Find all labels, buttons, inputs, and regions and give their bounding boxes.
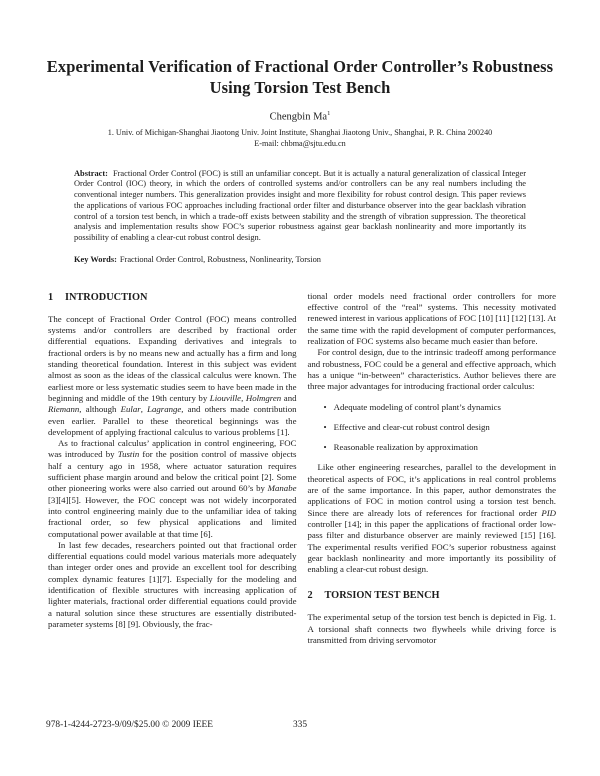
author-name: Chengbin Ma [269,111,328,123]
left-column [48,291,297,646]
page-number: 335 [292,720,308,730]
copyright-notice: 978-1-4244-2723-9/09/$25.00 © 2009 IEEE [46,720,213,730]
paper-title-line-1: Experimental Verification of Fractional Order Controller’s Robustness [46,57,554,76]
section-1-heading [48,291,297,304]
intro-paragraph-3: In last few decades, researchers pointed out that fractional order differential equations could model various materials more adequately than integer order ones and provide an excellent tool for describing complex dynamic features [1][7]. Especially for the modeling and identification of flexible structures with increasing application of lighter materials, fractional order differential equations could provide a natural solution since these structures are essentially distributed-parameter systems [8] [9]. Obviously, the frac- [48,539,297,629]
intro-paragraph-5: For control design, due to the intrinsic tradeoff among performance and robustness, FOC could be a general and effective approach, which has a unique “in-between” characteristics. Author believes there are three major advantages for introducing fractional order calculus: [307,347,556,392]
section-1-title: INTRODUCTION [65,291,148,303]
intro-paragraph-2: As to fractional calculus’ application in control engineering, FOC was introduced by Tustin for the position control of massive objects half a century ago in 1958, where actuator saturation requires sufficient phase margin around and below the critical point [2]. Some other pioneering works were also carried out around 60’s by Manabe [3][4][5]. However, the FOC concept was not widely incorporated into control engineering mainly due to the unfamiliar idea of taking fractional order, so few physical applications and limited computational power available at that time [6]. [48,438,297,539]
author-email: E-mail: chbma@sjtu.edu.cn [254,138,346,148]
section-2-number: 2 [307,590,313,602]
intro-paragraph-1: The concept of Fractional Order Control (FOC) means controlled systems and/or controllers are described by fractional order differential equations. Expanding derivatives and integrals to fractional orders is by no means new and actually has a firm and long standing theoretical foundation. Interest in this subject was evident almost as soon as the ideas of the classical calculus were known. The earliest more or less systematic studies seem to have been made in the beginning and middle of the 19th century by Liouville, Holmgren and Riemann, although Eular, Lagrange, and others made contribution even earlier. Parallel to these theoretical beginnings was the development of applying fractional calculus to various problems [1]. [48,313,297,437]
section-2-heading [308,589,557,602]
keywords-text: Fractional Order Control, Robustness, Nonlinearity, Torsion [119,255,321,265]
abstract-text: Fractional Order Control (FOC) is still an unfamiliar concept. But it is actually a natural generalization of classical Integer Order Control (IOC) theory, in which the orders of controlled systems and/or controllers can be any real numbers including the conventional integer numbers. This generalization provides insight and more flexibility for robust control design. This paper reviews the applications of various FOC approaches including fractional order filter and disturbance observer into the gear backlash vibration control of a torsion test bench, in which a trade-off exists between stability and the strength of vibration suppression. The theoretical analysis and implementation results show FOC’s superior robustness against gear backlash nonlinearity and more importantly its possibility of enabling a clear-cut robust control design. [74,168,526,243]
intro-paragraph-4: tional order models need fractional order controllers for more effective control of the “real” systems. This necessity motivated renewed interest in various applications of FOC [10] [11] [12] [13]. At the same time with the rapid development of computer performances, realization of FOC systems also became much easier than before. [307,290,556,347]
body-columns [48,291,556,646]
section-2-title: TORSION TEST BENCH [324,590,440,602]
advantages-list [324,402,557,454]
author-affiliation-mark: 1 [327,110,331,117]
section-1-number: 1 [48,291,54,303]
bench-paragraph-1: The experimental setup of the torsion test bench is depicted in Fig. 1. A torsional shaft connects two flywheels while driving force is transmitted from driving servomotor [307,612,556,645]
right-column [308,291,557,646]
list-item-1: • Adequate modeling of control plant’s dynamics [324,402,557,413]
abstract-block [74,169,526,245]
page-footer [0,720,600,730]
list-item-3: • Reasonable realization by approximation [324,442,557,453]
list-item-2: • Effective and clear-cut robust control design [324,422,557,433]
intro-paragraph-6: Like other engineering researches, parallel to the development in theoretical aspects of FOC, it’s applications in real control problems are of the same importance. In this paper, author demonstrates the applications of FOC in motion control using a torsion test bench. Since there are already lots of references for fractional order PID controller [14]; in this paper the applications of fractional order low-pass filter and disturbance observer are mainly reviewed [15] [16]. The experimental results verified FOC’s superior robustness against gear backlash nonlinearity and more importantly its possibility of enabling a clear-cut robust design. [307,462,556,575]
abstract-label: Abstract: [74,168,108,178]
paper-title-line-2: Using Torsion Test Bench [209,78,391,97]
paper-title [0,0,600,98]
author-line [0,110,600,123]
keywords-label: Key Words: [74,255,117,265]
author-affiliation: 1. Univ. of Michigan-Shanghai Jiaotong Univ. Joint Institute, Shanghai Jiaotong Univ., Shanghai, P. R. China 200240 [107,127,493,137]
keywords-block [74,255,526,266]
